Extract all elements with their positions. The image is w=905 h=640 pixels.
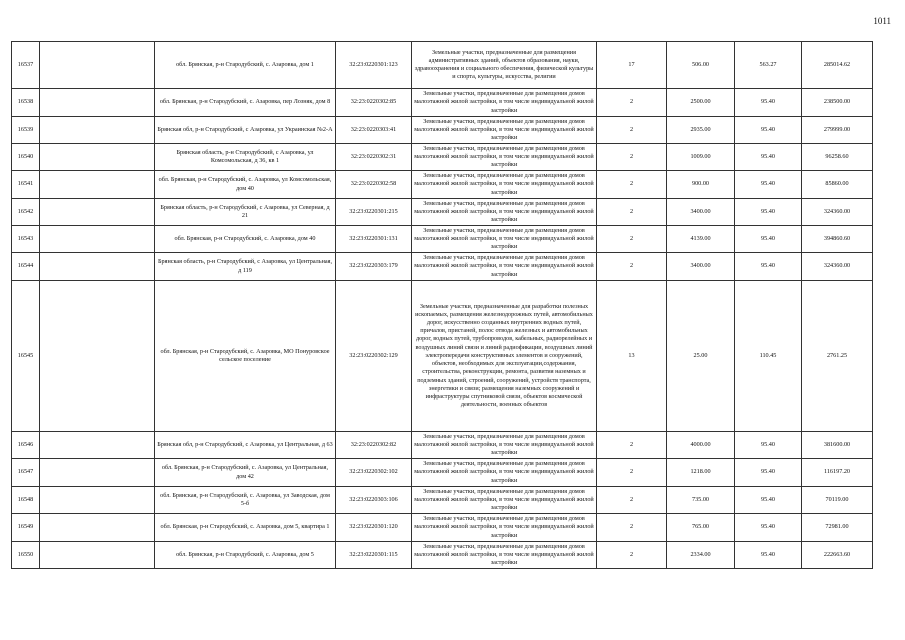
row-id: 16547 <box>12 459 40 487</box>
table-row <box>12 253 873 281</box>
row-cadastral-number: 32:23:0220302:82 <box>336 432 412 459</box>
gap-cell <box>40 514 155 542</box>
row-address: Брянская область, р-н Стародубский, с Азаровка, ул Северная, д 21 <box>155 199 336 226</box>
row-cadastral-number: 32:23:0220301:131 <box>336 226 412 253</box>
row-cadastral-value: 222663.60 <box>802 542 873 569</box>
row-group: 2 <box>597 117 667 144</box>
row-cadastral-number: 32:23:0220301:123 <box>336 42 412 89</box>
row-cadastral-value: 96258.60 <box>802 144 873 171</box>
row-group: 2 <box>597 89 667 117</box>
row-cadastral-value: 381600.00 <box>802 432 873 459</box>
table-row <box>12 144 873 171</box>
row-id: 16550 <box>12 542 40 569</box>
row-area: 900.00 <box>667 171 735 199</box>
row-cadastral-value: 238500.00 <box>802 89 873 117</box>
row-cadastral-value: 394860.60 <box>802 226 873 253</box>
row-land-use: Земельные участки, предназначенные для разработки полезных ископаемых, размещения железнодорожных путей, автомобильных дорог, искусственно созданных внутренних водных путей, причалов, пристаней, полос отвода железных и автомобильных дорог, водных путей, трубопроводов, кабельных, радиорелейных и воздушных линий связи и линий радиофикации, воздушных линий электропередачи конструктивных элементов и сооружений, объектов, необходимых для эксплуатации,содержания, строительства, реконструкции, ремонта, развития наземных и подземных зданий, строений, сооружений, устройств транспорта, энергетики и связи; размещения наземных сооружений и инфраструктуры спутниковой связи, объектов космической деятельности, военных объектов <box>412 281 597 432</box>
table-row <box>12 42 873 89</box>
row-area: 2334.00 <box>667 542 735 569</box>
row-group: 2 <box>597 144 667 171</box>
row-area: 4139.00 <box>667 226 735 253</box>
row-rate: 95.40 <box>735 459 802 487</box>
row-cadastral-value: 2761.25 <box>802 281 873 432</box>
row-cadastral-number: 32:23:0220303:179 <box>336 253 412 281</box>
row-land-use: Земельные участки, предназначенные для размещения домов малоэтажной жилой застройки, в том числе индивидуальной жилой застройки <box>412 514 597 542</box>
row-group: 2 <box>597 253 667 281</box>
row-cadastral-number: 32:23:0220301:115 <box>336 542 412 569</box>
row-group: 2 <box>597 432 667 459</box>
row-land-use: Земельные участки, предназначенные для размещения домов малоэтажной жилой застройки, в том числе индивидуальной жилой застройки <box>412 432 597 459</box>
row-land-use: Земельные участки, предназначенные для размещения домов малоэтажной жилой застройки, в том числе индивидуальной жилой застройки <box>412 171 597 199</box>
row-area: 765.00 <box>667 514 735 542</box>
row-address: обл. Брянская, р-н Стародубский, с. Азаровка, ул Центральная, дом 42 <box>155 459 336 487</box>
row-group: 2 <box>597 226 667 253</box>
row-area: 2500.00 <box>667 89 735 117</box>
row-cadastral-number: 32:23:0220301:215 <box>336 199 412 226</box>
row-rate: 110.45 <box>735 281 802 432</box>
row-land-use: Земельные участки, предназначенные для размещения домов малоэтажной жилой застройки, в том числе индивидуальной жилой застройки <box>412 459 597 487</box>
row-address: обл. Брянская, р-н Стародубский, с. Азаровка, ул Комсомольская, дом 40 <box>155 171 336 199</box>
row-id: 16541 <box>12 171 40 199</box>
row-address: Брянская обл, р-н Стародубский, с Азаровка, ул Украинская №2-А <box>155 117 336 144</box>
row-id: 16539 <box>12 117 40 144</box>
row-cadastral-number: 32:23:0220303:41 <box>336 117 412 144</box>
row-rate: 95.40 <box>735 144 802 171</box>
row-address: Брянская обл, р-н Стародубский, с Азаровка, ул Центральная, д 63 <box>155 432 336 459</box>
row-area: 506.00 <box>667 42 735 89</box>
row-cadastral-number: 32:23:0220303:106 <box>336 487 412 514</box>
row-cadastral-number: 32:23:0220302:85 <box>336 89 412 117</box>
row-address: обл. Брянская, р-н Стародубский, с. Азаровка, дом 40 <box>155 226 336 253</box>
table-row <box>12 171 873 199</box>
gap-cell <box>40 144 155 171</box>
table-row <box>12 281 873 432</box>
table-row <box>12 117 873 144</box>
row-id: 16542 <box>12 199 40 226</box>
row-group: 2 <box>597 199 667 226</box>
row-rate: 95.40 <box>735 171 802 199</box>
row-land-use: Земельные участки, предназначенные для размещения домов малоэтажной жилой застройки, в том числе индивидуальной жилой застройки <box>412 226 597 253</box>
row-cadastral-value: 116197.20 <box>802 459 873 487</box>
row-cadastral-value: 324360.00 <box>802 253 873 281</box>
row-id: 16546 <box>12 432 40 459</box>
row-land-use: Земельные участки, предназначенные для размещения домов малоэтажной жилой застройки, в том числе индивидуальной жилой застройки <box>412 144 597 171</box>
row-address: Брянская область, р-н Стародубский, с Азаровка, ул Центральная, д 119 <box>155 253 336 281</box>
row-id: 16543 <box>12 226 40 253</box>
gap-cell <box>40 542 155 569</box>
row-cadastral-value: 72981.00 <box>802 514 873 542</box>
row-rate: 95.40 <box>735 117 802 144</box>
gap-cell <box>40 117 155 144</box>
row-area: 3400.00 <box>667 199 735 226</box>
row-id: 16538 <box>12 89 40 117</box>
row-area: 4000.00 <box>667 432 735 459</box>
table-row <box>12 542 873 569</box>
row-address: Брянская область, р-н Стародубский, с Азаровка, ул Комсомольская, д 36, кв 1 <box>155 144 336 171</box>
row-land-use: Земельные участки, предназначенные для размещения домов малоэтажной жилой застройки, в том числе индивидуальной жилой застройки <box>412 117 597 144</box>
row-land-use: Земельные участки, предназначенные для размещения домов малоэтажной жилой застройки, в том числе индивидуальной жилой застройки <box>412 487 597 514</box>
row-cadastral-value: 279999.00 <box>802 117 873 144</box>
table-row <box>12 89 873 117</box>
row-land-use: Земельные участки, предназначенные для размещения домов малоэтажной жилой застройки, в том числе индивидуальной жилой застройки <box>412 89 597 117</box>
row-group: 17 <box>597 42 667 89</box>
row-id: 16544 <box>12 253 40 281</box>
table-row <box>12 432 873 459</box>
gap-cell <box>40 171 155 199</box>
table-row <box>12 459 873 487</box>
row-address: обл. Брянская, р-н Стародубский, с. Азаровка, пер Лозняк, дом 8 <box>155 89 336 117</box>
table-row <box>12 487 873 514</box>
row-cadastral-number: 32:23:0220302:129 <box>336 281 412 432</box>
row-group: 2 <box>597 487 667 514</box>
row-cadastral-value: 324360.00 <box>802 199 873 226</box>
row-area: 735.00 <box>667 487 735 514</box>
row-rate: 95.40 <box>735 226 802 253</box>
row-cadastral-value: 285014.62 <box>802 42 873 89</box>
page-number: 1011 <box>873 16 891 26</box>
table-body <box>12 42 873 569</box>
row-id: 16540 <box>12 144 40 171</box>
row-area: 2935.00 <box>667 117 735 144</box>
cadastral-value-table <box>11 41 873 569</box>
row-address: обл. Брянская, р-н Стародубский, с. Азаровка, МО Понуровское сельское поселение <box>155 281 336 432</box>
gap-cell <box>40 432 155 459</box>
row-address: обл. Брянская, р-н Стародубский, с. Азаровка, дом 5 <box>155 542 336 569</box>
row-rate: 95.40 <box>735 487 802 514</box>
row-id: 16545 <box>12 281 40 432</box>
row-cadastral-value: 85860.00 <box>802 171 873 199</box>
table-row <box>12 226 873 253</box>
row-group: 2 <box>597 514 667 542</box>
row-group: 13 <box>597 281 667 432</box>
row-id: 16548 <box>12 487 40 514</box>
row-rate: 95.40 <box>735 199 802 226</box>
row-land-use: Земельные участки, предназначенные для размещения домов малоэтажной жилой застройки, в том числе индивидуальной жилой застройки <box>412 253 597 281</box>
row-rate: 563.27 <box>735 42 802 89</box>
table-row <box>12 514 873 542</box>
row-address: обл. Брянская, р-н Стародубский, с. Азаровка, дом 1 <box>155 42 336 89</box>
gap-cell <box>40 459 155 487</box>
row-cadastral-number: 32:23:0220302:102 <box>336 459 412 487</box>
row-rate: 95.40 <box>735 432 802 459</box>
row-group: 2 <box>597 171 667 199</box>
gap-cell <box>40 42 155 89</box>
gap-cell <box>40 89 155 117</box>
row-cadastral-number: 32:23:0220301:120 <box>336 514 412 542</box>
row-id: 16549 <box>12 514 40 542</box>
row-address: обл. Брянская, р-н Стародубский, с. Азаровка, ул Заводская, дом 5-б <box>155 487 336 514</box>
row-land-use: Земельные участки, предназначенные для размещения административных зданий, объектов образования, науки, здравоохранения и социального обеспечения, физической культуры и спорта, культуры, искусства, религии <box>412 42 597 89</box>
gap-cell <box>40 253 155 281</box>
row-group: 2 <box>597 459 667 487</box>
row-address: обл. Брянская, р-н Стародубский, с. Азаровка, дом 5, квартира 1 <box>155 514 336 542</box>
row-id: 16537 <box>12 42 40 89</box>
row-land-use: Земельные участки, предназначенные для размещения домов малоэтажной жилой застройки, в том числе индивидуальной жилой застройки <box>412 542 597 569</box>
gap-cell <box>40 199 155 226</box>
gap-cell <box>40 487 155 514</box>
row-rate: 95.40 <box>735 253 802 281</box>
row-rate: 95.40 <box>735 514 802 542</box>
row-group: 2 <box>597 542 667 569</box>
row-cadastral-number: 32:23:0220302:31 <box>336 144 412 171</box>
row-area: 1218.00 <box>667 459 735 487</box>
row-cadastral-number: 32:23:0220302:58 <box>336 171 412 199</box>
row-rate: 95.40 <box>735 89 802 117</box>
row-area: 1009.00 <box>667 144 735 171</box>
row-rate: 95.40 <box>735 542 802 569</box>
gap-cell <box>40 226 155 253</box>
row-area: 25.00 <box>667 281 735 432</box>
row-area: 3400.00 <box>667 253 735 281</box>
gap-cell <box>40 281 155 432</box>
row-land-use: Земельные участки, предназначенные для размещения домов малоэтажной жилой застройки, в том числе индивидуальной жилой застройки <box>412 199 597 226</box>
row-cadastral-value: 70119.00 <box>802 487 873 514</box>
table-row <box>12 199 873 226</box>
